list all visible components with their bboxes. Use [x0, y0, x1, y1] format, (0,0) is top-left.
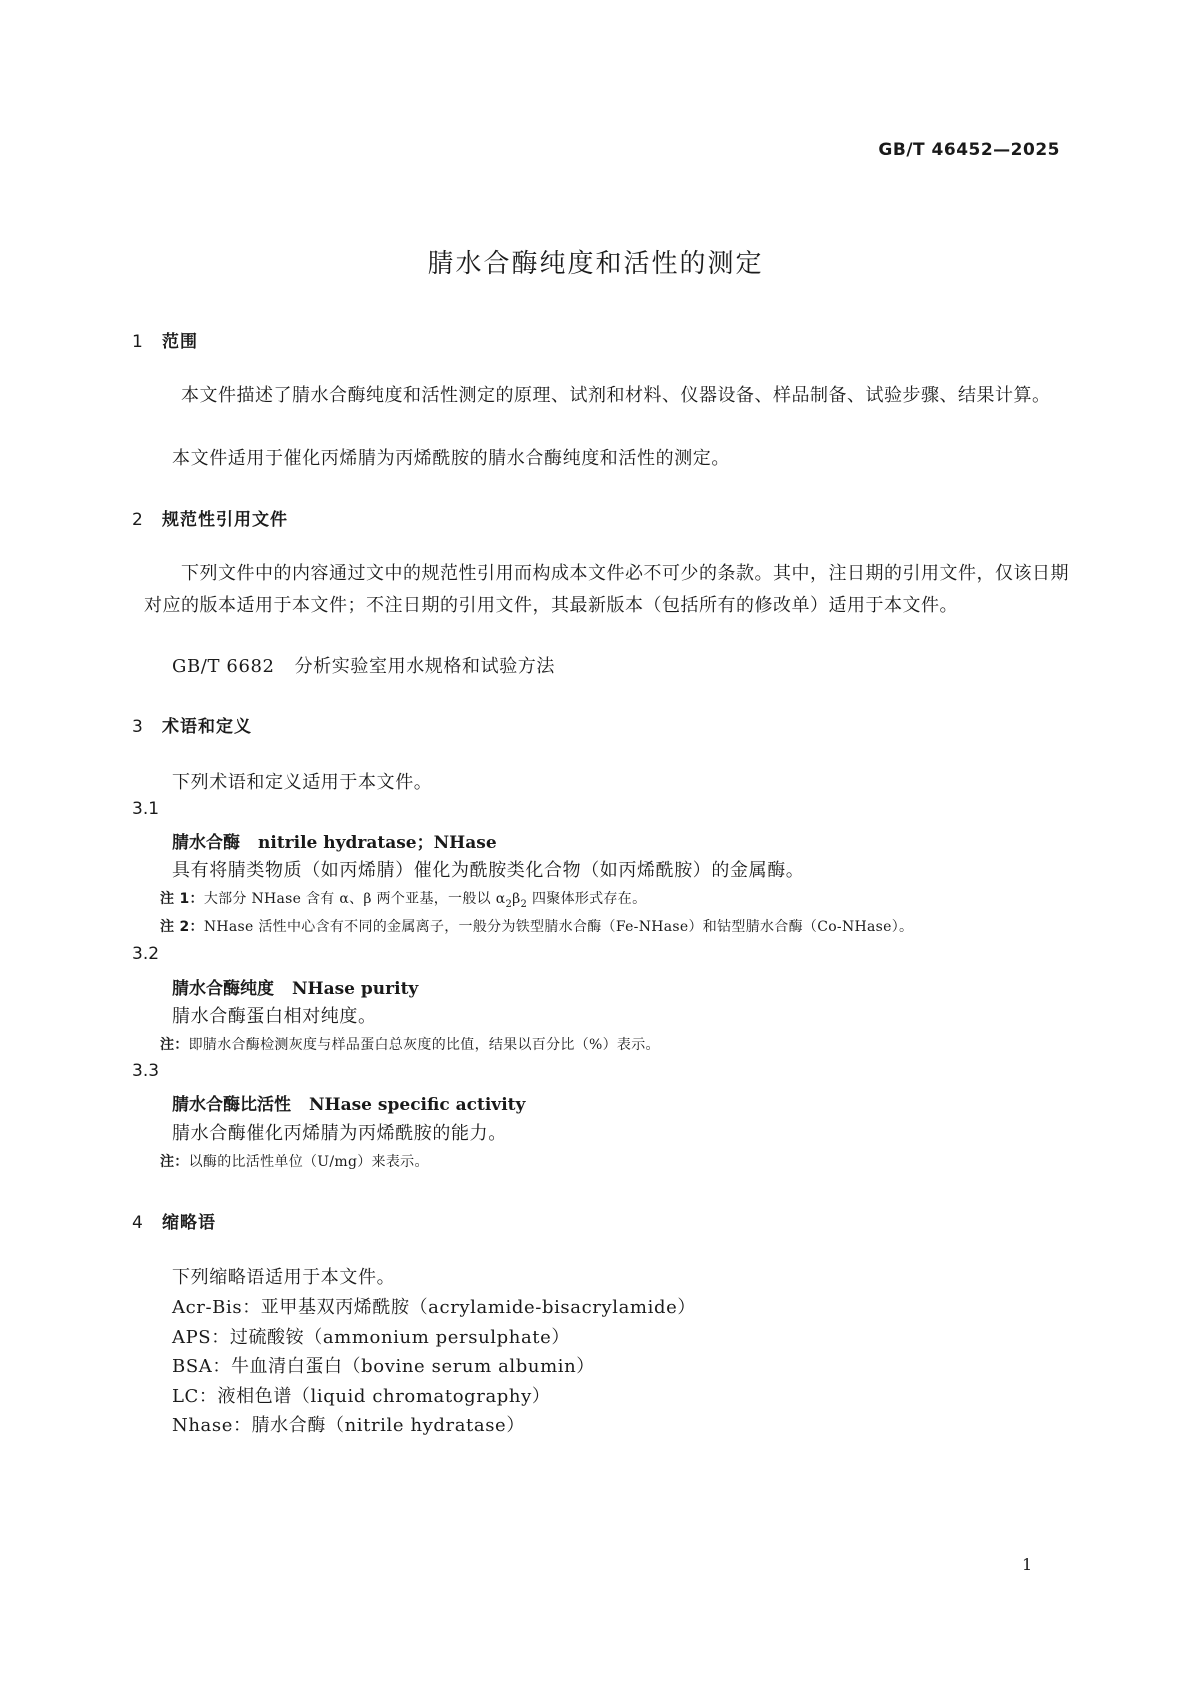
- section-1-paragraph-2: 本文件适用于催化丙烯腈为丙烯酰胺的腈水合酶纯度和活性的测定。: [172, 448, 730, 469]
- term-definition: 腈水合酶催化丙烯腈为丙烯酰胺的能力。: [172, 1123, 507, 1144]
- note-text-c: 四聚体形式存在。: [527, 891, 647, 907]
- note-label: 注：: [160, 1154, 189, 1170]
- section-3-heading: [132, 712, 252, 737]
- section-1-paragraph-1: 本文件描述了腈水合酶纯度和活性测定的原理、试剂和材料、仪器设备、样品制备、试验步骤、结果计算。: [181, 385, 1051, 406]
- section-3-intro: 下列术语和定义适用于本文件。: [172, 772, 433, 793]
- term-number: 3.3: [132, 1061, 160, 1081]
- section-title: 缩略语: [162, 1213, 216, 1233]
- note-text: 即腈水合酶检测灰度与样品蛋白总灰度的比值，结果以百分比（%）表示。: [188, 1037, 660, 1053]
- standard-number: GB/T 46452—2025: [878, 140, 1060, 160]
- note-label: 注 2：: [160, 919, 204, 935]
- note-text-a: 大部分 NHase 含有 α、β 两个亚基，一般以 α: [203, 891, 506, 907]
- term-chinese: 腈水合酶: [172, 833, 240, 853]
- normative-reference: [172, 652, 555, 678]
- term-3-3: [172, 1090, 525, 1115]
- note-text-b: β: [512, 891, 521, 907]
- note-text: 以酶的比活性单位（U/mg）来表示。: [188, 1154, 429, 1170]
- reference-title: 分析实验室用水规格和试验方法: [294, 656, 556, 677]
- note-2: [160, 916, 913, 936]
- term-3-2: [172, 974, 418, 999]
- note-text: NHase 活性中心含有不同的金属离子，一般分为铁型腈水合酶（Fe-NHase）和钴型腈水合酶（Co-NHase）。: [203, 919, 914, 935]
- document-title: 腈水合酶纯度和活性的测定: [427, 249, 764, 279]
- abbreviation-item: LC：液相色谱（liquid chromatography）: [172, 1386, 551, 1407]
- abbreviation-item: BSA：牛血清白蛋白（bovine serum albumin）: [172, 1356, 595, 1377]
- section-title: 范围: [162, 332, 198, 352]
- term-3-1: [172, 828, 497, 853]
- abbreviation-item: Nhase：腈水合酶（nitrile hydratase）: [172, 1415, 525, 1436]
- term-definition: 具有将腈类物质（如丙烯腈）催化为酰胺类化合物（如丙烯酰胺）的金属酶。: [172, 860, 805, 881]
- section-2-heading: [132, 505, 288, 530]
- section-number: 2: [132, 510, 144, 530]
- section-title: 术语和定义: [162, 717, 252, 737]
- abbreviation-item: APS：过硫酸铵（ammonium persulphate）: [172, 1327, 570, 1348]
- note: [160, 1151, 429, 1171]
- section-4-heading: [132, 1208, 216, 1233]
- note-label: 注 1：: [160, 891, 204, 907]
- term-english: NHase purity: [292, 979, 419, 999]
- note: [160, 1034, 660, 1054]
- term-number: 3.2: [132, 944, 160, 964]
- abbreviation-item: Acr-Bis：亚甲基双丙烯酰胺（acrylamide-bisacrylamide）: [172, 1297, 696, 1318]
- term-chinese: 腈水合酶比活性: [172, 1095, 291, 1115]
- section-number: 3: [132, 717, 144, 737]
- section-2-paragraph-1: 下列文件中的内容通过文中的规范性引用而构成本文件必不可少的条款。其中，注日期的引用文件，仅该日期对应的版本适用于本文件；不注日期的引用文件，其最新版本（包括所有的修改单）适用于本文件。: [144, 563, 1069, 616]
- term-english: nitrile hydratase；NHase: [258, 833, 497, 853]
- term-chinese: 腈水合酶纯度: [172, 979, 274, 999]
- subscript: 2: [520, 898, 528, 910]
- note-label: 注：: [160, 1037, 189, 1053]
- subscript: 2: [505, 898, 513, 910]
- section-number: 4: [132, 1213, 144, 1233]
- section-number: 1: [132, 332, 144, 352]
- section-1-heading: [132, 327, 198, 352]
- term-number: 3.1: [132, 799, 160, 819]
- section-title: 规范性引用文件: [162, 510, 288, 530]
- note-1: [160, 888, 646, 910]
- page-number: 1: [1022, 1555, 1033, 1574]
- term-definition: 腈水合酶蛋白相对纯度。: [172, 1006, 377, 1027]
- reference-code: GB/T 6682: [172, 656, 275, 677]
- section-4-intro: 下列缩略语适用于本文件。: [172, 1267, 396, 1288]
- term-english: NHase specific activity: [309, 1095, 526, 1115]
